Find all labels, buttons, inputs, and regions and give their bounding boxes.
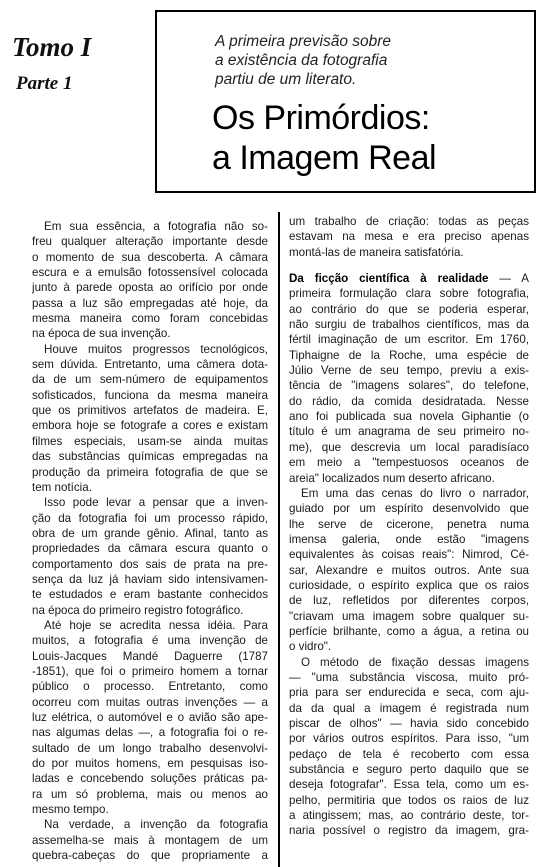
text-line: muitos, a fotografia é uma invenção de (32, 634, 268, 648)
text-line: da da qual a imagem é registrada num (289, 701, 529, 715)
text-line: que os primitivos artefatos de madeira. E, (32, 404, 268, 418)
text-line: "criavam uma imagem sobre qualquer su- (289, 609, 529, 623)
text-line: Júlio Verne de seu tempo, previu a exis- (289, 364, 529, 378)
text-line: mesmo tempo. (32, 803, 109, 817)
subtitle-line: a existência da fotografia (215, 52, 388, 69)
text-line: quebra-cabeças do que propriamente a (32, 849, 268, 863)
text-line: deseja fotografar". Essa tela, como um es- (289, 778, 529, 792)
text-line: naria possível o registro da imagem, gra- (289, 824, 529, 838)
text-line: ção da fotografia foi um processo rápido, (32, 511, 268, 525)
section-heading-line (289, 271, 529, 286)
title-line: Os Primórdios: (212, 99, 430, 137)
text-line: luz elétrica, o automóvel e o avião são ape- (32, 711, 268, 724)
text-line: equivalentes às coisas reais": Nimrod, Cé- (289, 548, 529, 562)
text-line: pedaço de tela é recoberto com essa (289, 747, 529, 761)
text-line: Louis-Jacques Mandé Daguerre (1787 (32, 649, 268, 663)
text-line: público o processo. Entretanto, como (32, 680, 268, 694)
text-line: escura e a emulsão fotossensível colocada (32, 266, 268, 280)
text-line: sofisticados, funciona da mesma maneira (32, 388, 268, 402)
text-line: a atingissem; mas, ao contrário deste, tor- (289, 809, 529, 823)
text-line: te estudados e eram bastante conhecidos (32, 588, 268, 602)
text-line: me), que descrevia um local paradisíaco (289, 440, 529, 454)
text-line: Em uma das cenas do livro o narrador, (301, 486, 529, 500)
text-line: da de um sem-número de equipamentos (32, 373, 268, 387)
text-line: na época de sua invenção. (32, 327, 171, 341)
text-line: filmes especiais, usam-se ainda muitas (32, 434, 268, 448)
text-line: sar, Alexandre e muitos outros. Ante sua (289, 563, 529, 577)
subtitle-line: partiu de um literato. (215, 71, 357, 88)
text-line: passa a luz são empregadas até hoje, da (32, 296, 268, 310)
text-line: ocorreu com muitas outras invenções — a (32, 695, 268, 709)
text-line: O método de fixação dessas imagens (301, 655, 529, 669)
chapter-subtitle (215, 32, 515, 89)
text-line: junto à parede oposta ao orifício por onde (32, 281, 268, 295)
text-line: embora hoje se fotografe a cores e existam (32, 419, 268, 433)
text-line: sultado de um longo trabalho desenvolvi- (32, 741, 268, 755)
volume-title: Tomo I (12, 32, 92, 62)
text-line: guiado por um espírito desenvolvido que (289, 502, 529, 516)
text-line: primeira formulação clara sobre fotografia, (289, 287, 529, 301)
text-line: o momento de sua descoberta. A câmara (32, 250, 268, 264)
text-line: não surgiu de trabalhos científicos, mas da (289, 318, 529, 332)
text-line: pria para ser endurecida e seca, com aju- (289, 686, 529, 700)
section-heading: Da ficção científica à realidade (289, 272, 489, 286)
text-line: Até hoje se acredita nessa idéia. Para (44, 618, 268, 632)
text-line: sem dúvida. Entretanto, uma câmera dota- (32, 358, 268, 372)
text-line: por vários outros espíritos. Para isso, "um (289, 732, 529, 746)
text-line: de luz, refletidos por diferentes corpos, (289, 594, 529, 608)
text-line: ladas e concebendo soluções práticas pa- (32, 772, 268, 786)
subtitle-line: A primeira previsão sobre (215, 33, 392, 50)
text-line: fértil imaginação de um escritor. Em 1760, (289, 333, 529, 347)
text-fragment: — A (488, 272, 529, 286)
text-line: na época do primeiro registro fotográfico. (32, 603, 244, 617)
column-divider (278, 212, 280, 867)
text-line: perfície brilhante, como a água, a retina ou (289, 624, 529, 638)
text-line: em meio a "tempestuosos oceanos de (289, 456, 529, 470)
text-line: propriedades da câmara escura quanto o (32, 542, 268, 556)
text-line: ano foi publicada sua novela Giphantie (o (289, 410, 529, 424)
text-line: curiosidade, o espírito explica que os raios (289, 578, 529, 592)
text-line: obra de um grande gênio. Afinal, tanto as (32, 526, 268, 540)
text-line: o vidro". (289, 640, 332, 654)
text-line: areia" localizados num deserto africano. (289, 471, 495, 485)
text-line: do rádio, da comida desidratada. Nesse (289, 394, 529, 408)
text-line: nas algumas delas —, a fotografia foi o re- (32, 726, 268, 740)
text-line: produção da primeira fotografia de que se (32, 465, 268, 479)
volume-part: Parte 1 (16, 73, 73, 94)
text-line: tência de "imagens solares", do telefone, (289, 379, 529, 393)
text-line: tem notícia. (32, 480, 92, 494)
text-line: assemelha-se mais à montagem de um (32, 833, 268, 847)
text-line: pelho, permitiria que todos os raios de luz (289, 793, 529, 807)
right-column (289, 214, 529, 839)
text-line: lhe serve de cicerone, penetra numa (289, 517, 529, 531)
chapter-title (212, 98, 532, 178)
text-line: Tiphaigne de la Roche, uma espécie de (289, 348, 529, 362)
text-line: -1851), que foi o primeiro homem a tornar (32, 664, 268, 678)
text-line: um trabalho de criação: todas as peças (289, 215, 529, 228)
text-line: Houve muitos progressos tecnológicos, (44, 342, 268, 356)
text-line: sença da luz já haviam sido intensivamen- (32, 572, 268, 586)
text-line: Isso pode levar a pensar que a inven- (44, 496, 268, 510)
text-line: Em sua essência, a fotografia não so- (44, 220, 268, 233)
title-line: a Imagem Real (212, 139, 437, 177)
left-column (32, 219, 268, 863)
title-box (155, 10, 536, 193)
text-line: das substâncias químicas empregadas na (32, 450, 268, 464)
text-line: estavam na mesa e era preciso apenas (289, 230, 529, 244)
text-line: substância e seguro perto daquilo que se (289, 763, 529, 777)
text-line: ao contrário do que se poderia esperar, (289, 302, 529, 316)
text-line: ra um só problema, mais ou menos ao (32, 787, 268, 801)
text-line: imensa galeria, onde estão "imagens (289, 532, 529, 546)
text-line: piscar de olhos" — havia sido concebido (289, 717, 529, 730)
text-line: Na verdade, a invenção da fotografia (44, 818, 268, 832)
text-line: comportamento dos sais de prata na pre- (32, 557, 268, 571)
text-line: freu qualquer alteração importante desde (32, 235, 268, 249)
text-line: montá-las de maneira satisfatória. (289, 245, 464, 259)
text-line: — "uma substância viscosa, muito pró- (289, 670, 529, 684)
text-line: mesma maneira como foram concebidas (32, 312, 268, 326)
text-line: título é um anagrama de seu primeiro no- (289, 425, 529, 439)
text-line: do por muitos homens, em pesquisas iso- (32, 757, 268, 771)
